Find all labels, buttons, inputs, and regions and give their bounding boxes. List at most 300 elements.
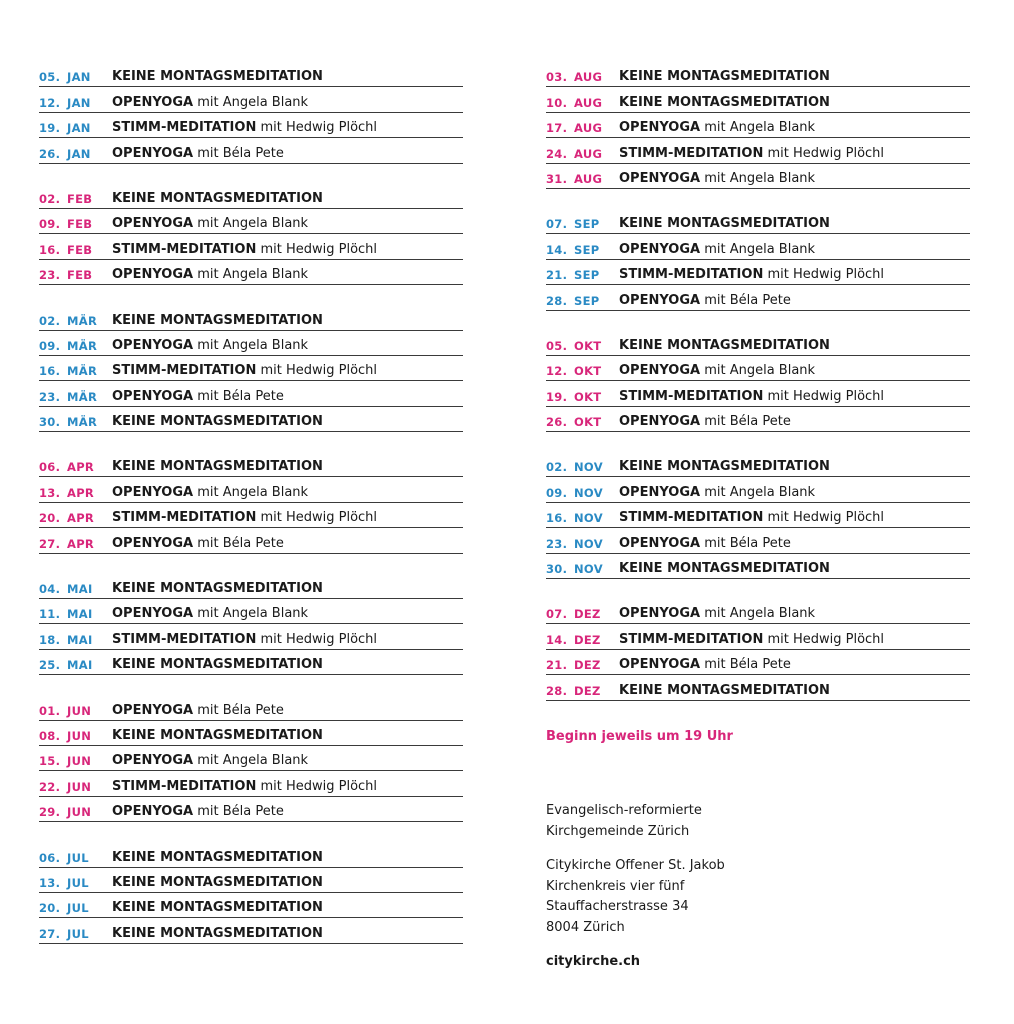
event-description xyxy=(112,900,323,915)
event-day: 16. xyxy=(39,242,61,257)
event-day: 19. xyxy=(39,121,61,136)
event-day: 06. xyxy=(39,850,61,865)
event-month: FEB xyxy=(67,268,93,283)
org-line-1: Evangelisch-reformierte xyxy=(546,803,702,818)
event-day: 16. xyxy=(39,364,61,379)
event-instructor: mit Hedwig Plöchl xyxy=(256,778,378,794)
event-title: OPENYOGA xyxy=(619,535,701,551)
event-title: KEINE MONTAGSMEDITATION xyxy=(112,925,323,941)
event-day: 20. xyxy=(39,901,61,916)
event-date xyxy=(39,268,93,283)
event-title: KEINE MONTAGSMEDITATION xyxy=(112,190,323,206)
event-date xyxy=(546,217,600,232)
event-date xyxy=(546,171,603,186)
event-instructor: mit Angela Blank xyxy=(700,606,816,622)
event-month: JUN xyxy=(67,779,92,794)
event-date xyxy=(39,607,93,622)
event-title: STIMM-MEDITATION xyxy=(619,510,764,526)
event-title: KEINE MONTAGSMEDITATION xyxy=(112,414,323,430)
event-instructor: mit Béla Pete xyxy=(193,702,284,718)
event-title: KEINE MONTAGSMEDITATION xyxy=(619,682,830,698)
event-day: 04. xyxy=(39,582,61,597)
event-description xyxy=(112,926,323,941)
event-date xyxy=(39,389,98,404)
event-title: KEINE MONTAGSMEDITATION xyxy=(112,581,323,597)
event-title: OPENYOGA xyxy=(112,337,194,353)
event-title: STIMM-MEDITATION xyxy=(112,778,257,794)
event-description xyxy=(619,146,884,161)
event-month: DEZ xyxy=(574,658,601,673)
event-day: 28. xyxy=(546,683,568,698)
event-day: 05. xyxy=(39,70,61,85)
schedule-row xyxy=(39,842,463,867)
event-title: OPENYOGA xyxy=(619,414,701,430)
event-instructor: mit Angela Blank xyxy=(193,216,309,232)
event-date xyxy=(546,242,600,257)
event-description xyxy=(619,216,830,231)
event-description xyxy=(619,632,884,647)
event-month: AUG xyxy=(574,121,603,136)
schedule-row xyxy=(39,650,463,675)
schedule-row xyxy=(39,893,463,918)
event-instructor: mit Hedwig Plöchl xyxy=(256,631,378,647)
event-description xyxy=(619,510,884,525)
event-title: KEINE MONTAGSMEDITATION xyxy=(112,312,323,328)
event-month: JAN xyxy=(67,70,91,85)
event-description xyxy=(619,459,830,474)
event-date xyxy=(39,536,95,551)
event-day: 03. xyxy=(546,70,568,85)
event-description xyxy=(112,850,323,865)
event-day: 23. xyxy=(39,268,61,283)
event-date xyxy=(39,121,91,136)
event-month: APR xyxy=(67,485,95,500)
schedule-row xyxy=(39,452,463,477)
event-day: 19. xyxy=(546,389,568,404)
event-title: OPENYOGA xyxy=(619,363,701,379)
event-month: JUL xyxy=(67,850,89,865)
event-description xyxy=(112,69,323,84)
event-description xyxy=(619,69,830,84)
schedule-row xyxy=(39,305,463,330)
event-title: KEINE MONTAGSMEDITATION xyxy=(112,459,323,475)
event-month: MÄR xyxy=(67,338,98,353)
event-date xyxy=(39,658,93,673)
schedule-row xyxy=(39,771,463,796)
event-instructor: mit Hedwig Plöchl xyxy=(256,120,378,136)
schedule-row xyxy=(39,381,463,406)
event-description xyxy=(619,120,815,135)
city-line: 8004 Zürich xyxy=(546,919,625,935)
schedule-row xyxy=(546,675,970,700)
event-instructor: mit Béla Pete xyxy=(193,535,284,551)
event-date xyxy=(39,70,91,85)
event-instructor: mit Béla Pete xyxy=(700,535,791,551)
month-group xyxy=(546,62,970,189)
event-description xyxy=(112,389,284,404)
event-instructor: mit Hedwig Plöchl xyxy=(256,363,378,379)
event-description xyxy=(619,171,815,186)
event-title: OPENYOGA xyxy=(619,120,701,136)
event-instructor: mit Hedwig Plöchl xyxy=(763,631,885,647)
event-month: MÄR xyxy=(67,364,98,379)
event-date xyxy=(546,338,602,353)
event-title: STIMM-MEDITATION xyxy=(112,241,257,257)
event-description xyxy=(112,146,284,161)
event-title: KEINE MONTAGSMEDITATION xyxy=(112,874,323,890)
event-description xyxy=(619,293,791,308)
event-title: KEINE MONTAGSMEDITATION xyxy=(112,849,323,865)
month-group xyxy=(39,842,463,944)
church-line-1: Citykirche Offener St. Jakob xyxy=(546,858,725,873)
event-day: 09. xyxy=(546,485,568,500)
event-day: 02. xyxy=(39,313,61,328)
event-date xyxy=(546,293,600,308)
month-group xyxy=(546,599,970,701)
event-day: 18. xyxy=(39,632,61,647)
event-date xyxy=(39,901,89,916)
event-description xyxy=(619,242,815,257)
event-month: MAI xyxy=(67,607,93,622)
event-instructor: mit Béla Pete xyxy=(193,804,284,820)
event-description xyxy=(112,703,284,718)
event-date xyxy=(39,850,89,865)
event-title: STIMM-MEDITATION xyxy=(112,631,257,647)
event-date xyxy=(39,926,89,941)
event-description xyxy=(619,363,815,378)
schedule-row xyxy=(39,113,463,138)
schedule-row xyxy=(546,331,970,356)
event-date xyxy=(39,511,95,526)
event-instructor: mit Angela Blank xyxy=(193,337,309,353)
schedule-row xyxy=(39,599,463,624)
schedule-row xyxy=(546,650,970,675)
event-day: 07. xyxy=(546,217,568,232)
event-month: NOV xyxy=(574,511,603,526)
event-description xyxy=(112,120,377,135)
event-month: APR xyxy=(67,511,95,526)
month-group xyxy=(546,209,970,311)
event-date xyxy=(39,703,92,718)
event-date xyxy=(39,875,89,890)
event-description xyxy=(619,561,830,576)
event-title: STIMM-MEDITATION xyxy=(112,120,257,136)
event-month: JUN xyxy=(67,703,92,718)
month-group xyxy=(39,452,463,554)
event-title: KEINE MONTAGSMEDITATION xyxy=(112,900,323,916)
event-day: 14. xyxy=(546,632,568,647)
start-time-note: Beginn jeweils um 19 Uhr xyxy=(546,729,733,744)
event-title: STIMM-MEDITATION xyxy=(619,145,764,161)
event-date xyxy=(546,632,601,647)
event-title: OPENYOGA xyxy=(112,216,194,232)
schedule-row xyxy=(546,260,970,285)
event-date xyxy=(39,754,92,769)
schedule-row xyxy=(546,87,970,112)
event-day: 02. xyxy=(39,191,61,206)
event-month: AUG xyxy=(574,70,603,85)
event-instructor: mit Hedwig Plöchl xyxy=(763,145,885,161)
event-date xyxy=(546,511,603,526)
schedule-row xyxy=(39,797,463,822)
event-date xyxy=(39,415,98,430)
event-description xyxy=(112,753,308,768)
event-description xyxy=(112,363,377,378)
event-date xyxy=(39,338,98,353)
event-instructor: mit Béla Pete xyxy=(700,292,791,308)
event-description xyxy=(112,313,323,328)
schedule-row xyxy=(39,918,463,943)
event-date xyxy=(546,607,601,622)
month-group xyxy=(546,331,970,433)
event-month: JUN xyxy=(67,728,92,743)
event-day: 25. xyxy=(39,658,61,673)
event-date xyxy=(39,242,93,257)
event-title: OPENYOGA xyxy=(619,292,701,308)
schedule-row xyxy=(546,138,970,163)
event-day: 09. xyxy=(39,338,61,353)
event-title: KEINE MONTAGSMEDITATION xyxy=(619,459,830,475)
event-date xyxy=(39,728,92,743)
event-day: 05. xyxy=(546,338,568,353)
schedule-row xyxy=(39,138,463,163)
event-title: OPENYOGA xyxy=(112,94,194,110)
contact-address xyxy=(546,801,725,973)
event-title: KEINE MONTAGSMEDITATION xyxy=(112,69,323,85)
event-month: OKT xyxy=(574,389,602,404)
event-title: STIMM-MEDITATION xyxy=(112,510,257,526)
event-day: 08. xyxy=(39,728,61,743)
event-instructor: mit Béla Pete xyxy=(700,414,791,430)
event-title: STIMM-MEDITATION xyxy=(619,388,764,404)
event-description xyxy=(619,267,884,282)
schedule-row xyxy=(39,260,463,285)
event-title: OPENYOGA xyxy=(112,267,194,283)
event-date xyxy=(546,536,603,551)
organization-block xyxy=(546,801,725,842)
event-month: JAN xyxy=(67,121,91,136)
event-month: NOV xyxy=(574,460,603,475)
event-date xyxy=(546,70,603,85)
schedule-row xyxy=(39,87,463,112)
schedule-row xyxy=(546,285,970,310)
event-description xyxy=(112,95,308,110)
event-title: OPENYOGA xyxy=(112,145,194,161)
event-month: MÄR xyxy=(67,313,98,328)
event-description xyxy=(112,728,323,743)
event-description xyxy=(112,581,323,596)
event-day: 17. xyxy=(546,121,568,136)
event-month: MÄR xyxy=(67,415,98,430)
event-date xyxy=(546,389,602,404)
month-group xyxy=(39,574,463,676)
schedule-row xyxy=(39,62,463,87)
schedule-row xyxy=(39,356,463,381)
event-day: 23. xyxy=(546,536,568,551)
event-month: SEP xyxy=(574,268,600,283)
schedule-row xyxy=(546,624,970,649)
schedule-row xyxy=(39,184,463,209)
church-line-2: Kirchenkreis vier fünf xyxy=(546,878,685,894)
schedule-row xyxy=(39,746,463,771)
event-instructor: mit Angela Blank xyxy=(193,753,309,769)
schedule-column-left xyxy=(39,62,463,964)
schedule-row xyxy=(39,331,463,356)
event-date xyxy=(546,364,602,379)
event-description xyxy=(112,510,377,525)
event-title: STIMM-MEDITATION xyxy=(619,267,764,283)
event-title: OPENYOGA xyxy=(112,753,194,769)
event-day: 01. xyxy=(39,703,61,718)
event-instructor: mit Angela Blank xyxy=(700,170,816,186)
event-month: JUN xyxy=(67,754,92,769)
schedule-column-right xyxy=(546,62,970,721)
event-description xyxy=(112,216,308,231)
schedule-row xyxy=(39,624,463,649)
event-month: APR xyxy=(67,536,95,551)
schedule-row xyxy=(39,695,463,720)
schedule-row xyxy=(546,209,970,234)
street-line: Stauffacherstrasse 34 xyxy=(546,899,689,914)
event-day: 13. xyxy=(39,485,61,500)
event-day: 10. xyxy=(546,95,568,110)
schedule-row xyxy=(39,407,463,432)
event-instructor: mit Béla Pete xyxy=(700,657,791,673)
event-title: OPENYOGA xyxy=(619,241,701,257)
event-description xyxy=(112,804,284,819)
event-date xyxy=(546,562,603,577)
event-date xyxy=(546,460,603,475)
event-description xyxy=(619,606,815,621)
event-description xyxy=(112,338,308,353)
event-instructor: mit Hedwig Plöchl xyxy=(763,267,885,283)
event-instructor: mit Hedwig Plöchl xyxy=(763,388,885,404)
event-day: 23. xyxy=(39,389,61,404)
event-date xyxy=(546,95,603,110)
event-description xyxy=(112,875,323,890)
schedule-row xyxy=(546,452,970,477)
event-description xyxy=(112,267,308,282)
event-month: NOV xyxy=(574,485,603,500)
event-instructor: mit Angela Blank xyxy=(700,484,816,500)
event-instructor: mit Béla Pete xyxy=(193,145,284,161)
event-title: OPENYOGA xyxy=(619,606,701,622)
event-title: OPENYOGA xyxy=(112,606,194,622)
event-instructor: mit Hedwig Plöchl xyxy=(763,510,885,526)
schedule-row xyxy=(39,209,463,234)
schedule-row xyxy=(546,528,970,553)
event-day: 07. xyxy=(546,607,568,622)
event-description xyxy=(619,389,884,404)
event-month: FEB xyxy=(67,191,93,206)
event-description xyxy=(619,536,791,551)
event-instructor: mit Angela Blank xyxy=(700,241,816,257)
event-month: JAN xyxy=(67,95,91,110)
event-description xyxy=(619,485,815,500)
event-instructor: mit Béla Pete xyxy=(193,388,284,404)
schedule-row xyxy=(39,477,463,502)
event-title: KEINE MONTAGSMEDITATION xyxy=(112,657,323,673)
event-date xyxy=(546,121,603,136)
schedule-row xyxy=(39,574,463,599)
event-day: 27. xyxy=(39,536,61,551)
event-day: 30. xyxy=(39,415,61,430)
event-instructor: mit Angela Blank xyxy=(700,363,816,379)
event-description xyxy=(112,606,308,621)
event-date xyxy=(39,485,95,500)
event-instructor: mit Angela Blank xyxy=(700,120,816,136)
event-date xyxy=(39,313,98,328)
event-date xyxy=(546,485,603,500)
event-date xyxy=(39,364,98,379)
month-group xyxy=(39,695,463,822)
event-title: OPENYOGA xyxy=(112,484,194,500)
event-instructor: mit Hedwig Plöchl xyxy=(256,510,378,526)
event-date xyxy=(546,683,601,698)
schedule-row xyxy=(546,356,970,381)
event-date xyxy=(39,805,92,820)
event-day: 12. xyxy=(39,95,61,110)
event-title: STIMM-MEDITATION xyxy=(619,631,764,647)
schedule-row xyxy=(546,477,970,502)
month-group xyxy=(546,452,970,579)
event-description xyxy=(112,414,323,429)
event-title: KEINE MONTAGSMEDITATION xyxy=(619,337,830,353)
event-title: OPENYOGA xyxy=(112,804,194,820)
event-description xyxy=(619,95,830,110)
event-month: MAI xyxy=(67,658,93,673)
event-date xyxy=(546,146,603,161)
schedule-row xyxy=(546,113,970,138)
event-month: AUG xyxy=(574,171,603,186)
event-description xyxy=(112,657,323,672)
event-month: JAN xyxy=(67,146,91,161)
schedule-row xyxy=(39,234,463,259)
event-month: AUG xyxy=(574,95,603,110)
event-title: OPENYOGA xyxy=(112,535,194,551)
schedule-row xyxy=(546,164,970,189)
event-day: 20. xyxy=(39,511,61,526)
event-date xyxy=(39,582,93,597)
event-instructor: mit Angela Blank xyxy=(193,606,309,622)
event-date xyxy=(546,415,602,430)
event-day: 11. xyxy=(39,607,61,622)
event-title: KEINE MONTAGSMEDITATION xyxy=(619,561,830,577)
event-date xyxy=(546,268,600,283)
event-month: FEB xyxy=(67,217,93,232)
event-description xyxy=(112,779,377,794)
month-group xyxy=(39,62,463,164)
month-group xyxy=(39,184,463,286)
event-month: NOV xyxy=(574,562,603,577)
event-title: KEINE MONTAGSMEDITATION xyxy=(619,94,830,110)
event-date xyxy=(39,95,91,110)
event-day: 27. xyxy=(39,926,61,941)
event-day: 24. xyxy=(546,146,568,161)
event-date xyxy=(39,191,93,206)
event-day: 29. xyxy=(39,805,61,820)
schedule-row xyxy=(39,868,463,893)
event-title: KEINE MONTAGSMEDITATION xyxy=(619,216,830,232)
event-description xyxy=(112,632,377,647)
schedule-row xyxy=(546,407,970,432)
website-link[interactable]: citykirche.ch xyxy=(546,954,641,969)
schedule-row xyxy=(546,234,970,259)
event-month: DEZ xyxy=(574,607,601,622)
event-instructor: mit Angela Blank xyxy=(193,267,309,283)
event-day: 22. xyxy=(39,779,61,794)
schedule-row xyxy=(39,528,463,553)
